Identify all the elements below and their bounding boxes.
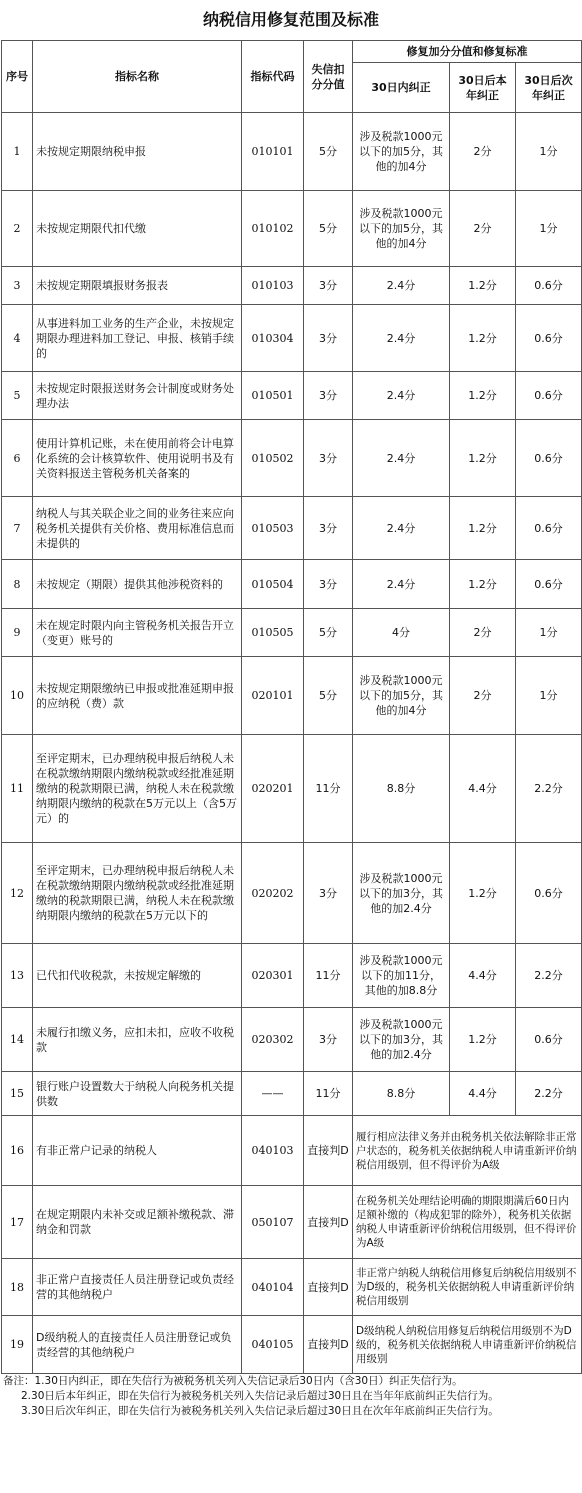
row-deduct: 3分 xyxy=(304,843,353,944)
row-deduct: 3分 xyxy=(304,420,353,497)
row-next-year: 1分 xyxy=(516,657,582,735)
row-within-30: 2.4分 xyxy=(353,372,450,420)
row-within-30: 涉及税款1000元以下的加11分，其他的加8.8分 xyxy=(353,944,450,1008)
row-code: 010503 xyxy=(242,497,304,560)
row-seq: 7 xyxy=(2,497,33,560)
table-row xyxy=(2,657,582,735)
row-name: 至评定期末，已办理纳税申报后纳税人未在税款缴纳期限内缴纳税款或经批准延期缴纳的税款期限已满，纳税人未在税款缴纳期限内缴纳的税款在5万元以下的 xyxy=(33,843,242,944)
row-within-30: 2.4分 xyxy=(353,267,450,305)
note-1: 备注：1.30日内纠正，即在失信行为被税务机关列入失信记录后30日内（含30日）纠正失信行为。 xyxy=(3,1375,463,1387)
row-code: 040105 xyxy=(242,1316,304,1374)
row-same-year: 4.4分 xyxy=(450,1072,516,1116)
row-repair-standard: 在税务机关处理结论明确的期限期满后60日内足额补缴的（构成犯罪的除外），税务机关依据纳税人申请重新评价纳税信用级别，但不得评价为A级 xyxy=(353,1186,582,1259)
header-seq: 序号 xyxy=(2,41,33,113)
row-seq: 14 xyxy=(2,1008,33,1072)
table-row xyxy=(2,191,582,267)
row-code: 040104 xyxy=(242,1259,304,1316)
row-code: 020301 xyxy=(242,944,304,1008)
row-name: 纳税人与其关联企业之间的业务往来应向税务机关提供有关价格、费用标准信息而未提供的 xyxy=(33,497,242,560)
row-name: 未在规定时限内向主管税务机关报告开立（变更）账号的 xyxy=(33,609,242,657)
row-same-year: 1.2分 xyxy=(450,560,516,609)
row-deduct: 3分 xyxy=(304,305,353,372)
row-name: 使用计算机记账，未在使用前将会计电算化系统的会计核算软件、使用说明书及有关资料报送主管税务机关备案的 xyxy=(33,420,242,497)
table-row xyxy=(2,735,582,843)
table-row xyxy=(2,267,582,305)
row-repair-standard: 履行相应法律义务并由税务机关依法解除非正常户状态的，税务机关依据纳税人申请重新评价纳税信用级别，但不得评价为A级 xyxy=(353,1116,582,1186)
row-seq: 19 xyxy=(2,1316,33,1374)
row-deduct: 5分 xyxy=(304,657,353,735)
row-deduct: 3分 xyxy=(304,1008,353,1072)
row-deduct: 3分 xyxy=(304,560,353,609)
row-deduct: 直接判D xyxy=(304,1186,353,1259)
row-deduct: 5分 xyxy=(304,191,353,267)
row-name: 已代扣代收税款，未按规定解缴的 xyxy=(33,944,242,1008)
row-deduct: 11分 xyxy=(304,735,353,843)
row-seq: 11 xyxy=(2,735,33,843)
row-deduct: 11分 xyxy=(304,944,353,1008)
row-next-year: 0.6分 xyxy=(516,843,582,944)
header-name: 指标名称 xyxy=(33,41,242,113)
row-code: 020201 xyxy=(242,735,304,843)
row-name: 未按规定时限报送财务会计制度或财务处理办法 xyxy=(33,372,242,420)
row-deduct: 3分 xyxy=(304,372,353,420)
row-next-year: 0.6分 xyxy=(516,497,582,560)
row-name: 有非正常户记录的纳税人 xyxy=(33,1116,242,1186)
row-next-year: 2.2分 xyxy=(516,1072,582,1116)
table-row xyxy=(2,372,582,420)
row-code: 010101 xyxy=(242,113,304,191)
row-same-year: 2分 xyxy=(450,657,516,735)
row-deduct: 直接判D xyxy=(304,1116,353,1186)
row-name: 至评定期末，已办理纳税申报后纳税人未在税款缴纳期限内缴纳税款或经批准延期缴纳的税款期限已满，纳税人未在税款缴纳期限内缴纳的税款在5万元以上（含5万元）的 xyxy=(33,735,242,843)
row-seq: 8 xyxy=(2,560,33,609)
page-title: 纳税信用修复范围及标准 xyxy=(202,10,379,29)
credit-repair-table xyxy=(1,40,582,1374)
row-within-30: 8.8分 xyxy=(353,735,450,843)
row-next-year: 2.2分 xyxy=(516,735,582,843)
row-seq: 15 xyxy=(2,1072,33,1116)
row-same-year: 1.2分 xyxy=(450,843,516,944)
row-next-year: 0.6分 xyxy=(516,372,582,420)
row-next-year: 0.6分 xyxy=(516,560,582,609)
header-after-30-next-year: 30日后次年纠正 xyxy=(516,63,582,113)
row-within-30: 涉及税款1000元以下的加5分，其他的加4分 xyxy=(353,657,450,735)
row-same-year: 4.4分 xyxy=(450,735,516,843)
row-deduct: 3分 xyxy=(304,497,353,560)
row-name: 未履行扣缴义务，应扣未扣，应收不收税款 xyxy=(33,1008,242,1072)
row-code: 020202 xyxy=(242,843,304,944)
row-code: 010504 xyxy=(242,560,304,609)
row-next-year: 0.6分 xyxy=(516,1008,582,1072)
row-code: 020302 xyxy=(242,1008,304,1072)
row-repair-standard: D级纳税人纳税信用修复后纳税信用级别不为D级的，税务机关依据纳税人申请重新评价纳税信用级别 xyxy=(353,1316,582,1374)
note-3: 3.30日后次年纠正，即在失信行为被税务机关列入失信记录后超过30日且在次年年底前纠正失信行为。 xyxy=(21,1405,499,1417)
row-within-30: 2.4分 xyxy=(353,497,450,560)
row-next-year: 0.6分 xyxy=(516,420,582,497)
row-seq: 18 xyxy=(2,1259,33,1316)
row-within-30: 4分 xyxy=(353,609,450,657)
table-row-direct xyxy=(2,1186,582,1259)
row-code: 010103 xyxy=(242,267,304,305)
row-seq: 4 xyxy=(2,305,33,372)
row-same-year: 1.2分 xyxy=(450,267,516,305)
row-within-30: 涉及税款1000元以下的加5分，其他的加4分 xyxy=(353,191,450,267)
table-row-direct xyxy=(2,1259,582,1316)
row-name: 未按规定期限缴纳已申报或批准延期申报的应纳税（费）款 xyxy=(33,657,242,735)
header-repair-group: 修复加分分值和修复标准 xyxy=(353,41,582,63)
table-row xyxy=(2,944,582,1008)
row-same-year: 4.4分 xyxy=(450,944,516,1008)
table-row xyxy=(2,497,582,560)
row-within-30: 涉及税款1000元以下的加3分，其他的加2.4分 xyxy=(353,1008,450,1072)
row-repair-standard: 非正常户纳税人纳税信用修复后纳税信用级别不为D级的，税务机关依据纳税人申请重新评价纳税信用级别 xyxy=(353,1259,582,1316)
row-code: —— xyxy=(242,1072,304,1116)
table-row xyxy=(2,843,582,944)
row-next-year: 1分 xyxy=(516,191,582,267)
row-code: 020101 xyxy=(242,657,304,735)
row-name: 未按规定期限代扣代缴 xyxy=(33,191,242,267)
row-same-year: 1.2分 xyxy=(450,372,516,420)
row-same-year: 1.2分 xyxy=(450,305,516,372)
table-row xyxy=(2,560,582,609)
row-deduct: 3分 xyxy=(304,267,353,305)
row-seq: 13 xyxy=(2,944,33,1008)
row-deduct: 5分 xyxy=(304,609,353,657)
row-seq: 5 xyxy=(2,372,33,420)
row-seq: 3 xyxy=(2,267,33,305)
row-within-30: 2.4分 xyxy=(353,560,450,609)
row-code: 050107 xyxy=(242,1186,304,1259)
row-next-year: 1分 xyxy=(516,609,582,657)
row-seq: 10 xyxy=(2,657,33,735)
table-row xyxy=(2,1008,582,1072)
table-row xyxy=(2,305,582,372)
row-code: 010304 xyxy=(242,305,304,372)
row-same-year: 1.2分 xyxy=(450,497,516,560)
row-name: 未按规定（期限）提供其他涉税资料的 xyxy=(33,560,242,609)
table-row xyxy=(2,420,582,497)
row-seq: 12 xyxy=(2,843,33,944)
row-next-year: 0.6分 xyxy=(516,267,582,305)
row-seq: 6 xyxy=(2,420,33,497)
table-row xyxy=(2,113,582,191)
row-deduct: 5分 xyxy=(304,113,353,191)
row-name: 银行账户设置数大于纳税人向税务机关提供数 xyxy=(33,1072,242,1116)
row-within-30: 2.4分 xyxy=(353,305,450,372)
row-name: 在规定期限内未补交或足额补缴税款、滞纳金和罚款 xyxy=(33,1186,242,1259)
header-code: 指标代码 xyxy=(242,41,304,113)
row-code: 010102 xyxy=(242,191,304,267)
header-after-30-same-year: 30日后本年纠正 xyxy=(450,63,516,113)
row-within-30: 涉及税款1000元以下的加5分，其他的加4分 xyxy=(353,113,450,191)
header-within-30: 30日内纠正 xyxy=(353,63,450,113)
row-code: 040103 xyxy=(242,1116,304,1186)
row-name: D级纳税人的直接责任人员注册登记或负责经营的其他纳税户 xyxy=(33,1316,242,1374)
row-within-30: 8.8分 xyxy=(353,1072,450,1116)
row-same-year: 1.2分 xyxy=(450,1008,516,1072)
row-same-year: 2分 xyxy=(450,113,516,191)
row-name: 非正常户直接责任人员注册登记或负责经营的其他纳税户 xyxy=(33,1259,242,1316)
header-deduct: 失信扣分分值 xyxy=(304,41,353,113)
row-code: 010501 xyxy=(242,372,304,420)
row-seq: 16 xyxy=(2,1116,33,1186)
row-name: 从事进料加工业务的生产企业，未按规定期限办理进料加工登记、申报、核销手续的 xyxy=(33,305,242,372)
table-row xyxy=(2,1072,582,1116)
row-deduct: 直接判D xyxy=(304,1259,353,1316)
row-name: 未按规定期限填报财务报表 xyxy=(33,267,242,305)
table-row xyxy=(2,609,582,657)
row-seq: 2 xyxy=(2,191,33,267)
row-seq: 17 xyxy=(2,1186,33,1259)
row-next-year: 2.2分 xyxy=(516,944,582,1008)
table-row-direct xyxy=(2,1116,582,1186)
note-2: 2.30日后本年纠正，即在失信行为被税务机关列入失信记录后超过30日且在当年年底前纠正失信行为。 xyxy=(21,1390,499,1402)
row-seq: 9 xyxy=(2,609,33,657)
row-name: 未按规定期限纳税申报 xyxy=(33,113,242,191)
row-next-year: 0.6分 xyxy=(516,305,582,372)
row-next-year: 1分 xyxy=(516,113,582,191)
row-within-30: 2.4分 xyxy=(353,420,450,497)
row-within-30: 涉及税款1000元以下的加3分，其他的加2.4分 xyxy=(353,843,450,944)
row-same-year: 1.2分 xyxy=(450,420,516,497)
row-same-year: 2分 xyxy=(450,609,516,657)
row-seq: 1 xyxy=(2,113,33,191)
row-deduct: 11分 xyxy=(304,1072,353,1116)
row-code: 010502 xyxy=(242,420,304,497)
row-deduct: 直接判D xyxy=(304,1316,353,1374)
row-same-year: 2分 xyxy=(450,191,516,267)
row-code: 010505 xyxy=(242,609,304,657)
notes xyxy=(3,1374,579,1419)
table-row-direct xyxy=(2,1316,582,1374)
